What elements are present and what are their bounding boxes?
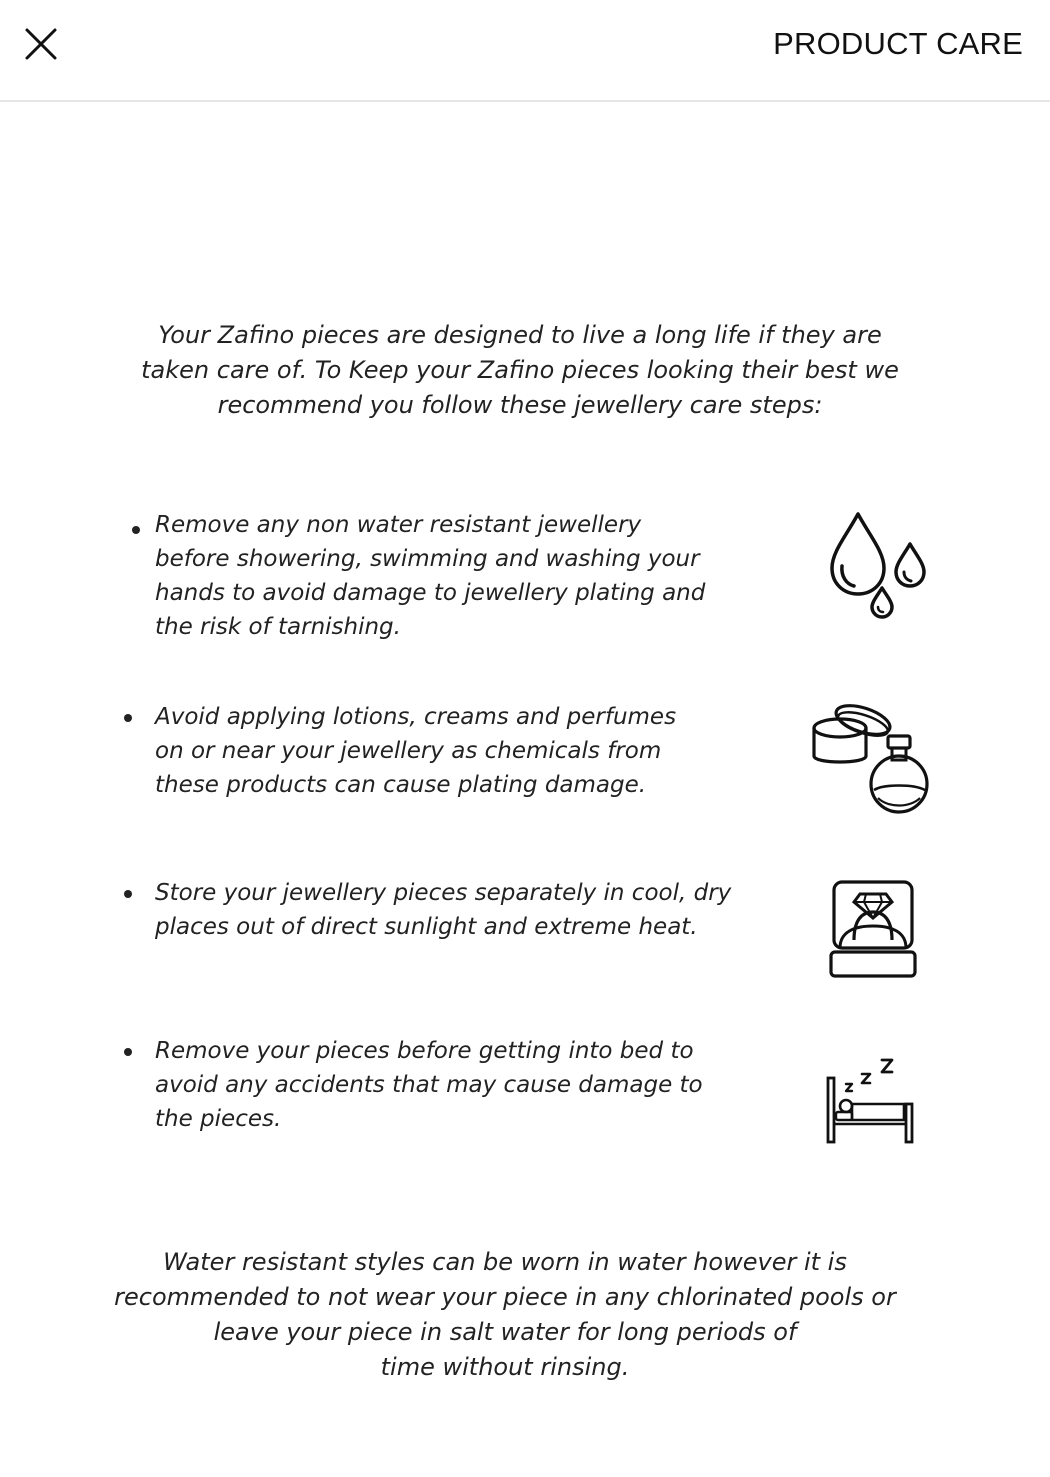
care-step-line: Store your jewellery pieces separately in cool, dry [155,880,732,906]
care-step-text [155,700,676,802]
bullet-point [132,526,140,534]
note-line: Water resistant styles can be worn in water however it is [163,1248,847,1276]
water-resistance-note [80,1245,930,1385]
close-icon[interactable] [22,25,60,63]
note-line: leave your piece in salt water for long periods of [213,1318,797,1346]
care-step-line: Remove any non water resistant jewellery [155,512,642,538]
close-button[interactable] [22,25,60,63]
care-step-lotions [0,700,1050,820]
care-step-bedtime [0,1034,1050,1154]
care-step-line: Remove your pieces before getting into bed to [155,1038,694,1064]
care-step-line: the risk of tarnishing. [155,614,401,640]
bullet-point [124,1048,132,1056]
care-step-line: avoid any accidents that may cause damage to [155,1072,703,1098]
care-step-line: on or near your jewellery as chemicals from [155,738,662,764]
care-step-line: places out of direct sunlight and extreme heat. [155,914,698,940]
water-drops-icon [826,510,930,622]
care-step-line: Avoid applying lotions, creams and perfumes [155,704,677,730]
care-step-text [155,876,731,944]
care-step-water [0,508,1050,648]
care-step-line: before showering, swimming and washing your [155,546,700,572]
intro-line: recommend you follow these jewellery care steps: [217,391,823,419]
page-title: PRODUCT CARE [773,26,1023,61]
bullet-point [124,890,132,898]
care-step-line: the pieces. [155,1106,282,1132]
intro-line: taken care of. To Keep your Zafino pieces looking their best we [141,356,899,384]
intro-line: Your Zafino pieces are designed to live a long life if they are [158,321,882,349]
note-line: recommended to not wear your piece in any chlorinated pools or [114,1283,896,1311]
header-bar [0,0,1050,102]
ring-box-icon [828,878,920,980]
care-step-text [155,1034,703,1136]
note-line: time without rinsing. [380,1353,630,1381]
intro-paragraph [100,318,940,423]
care-step-line: these products can cause plating damage. [155,772,647,798]
care-step-storage [0,876,1050,986]
cream-and-perfume-icon [808,698,932,816]
care-step-line: hands to avoid damage to jewellery plating and [155,580,706,606]
care-step-text [155,508,705,644]
bullet-point [124,714,132,722]
sleeping-bed-icon [824,1054,920,1146]
